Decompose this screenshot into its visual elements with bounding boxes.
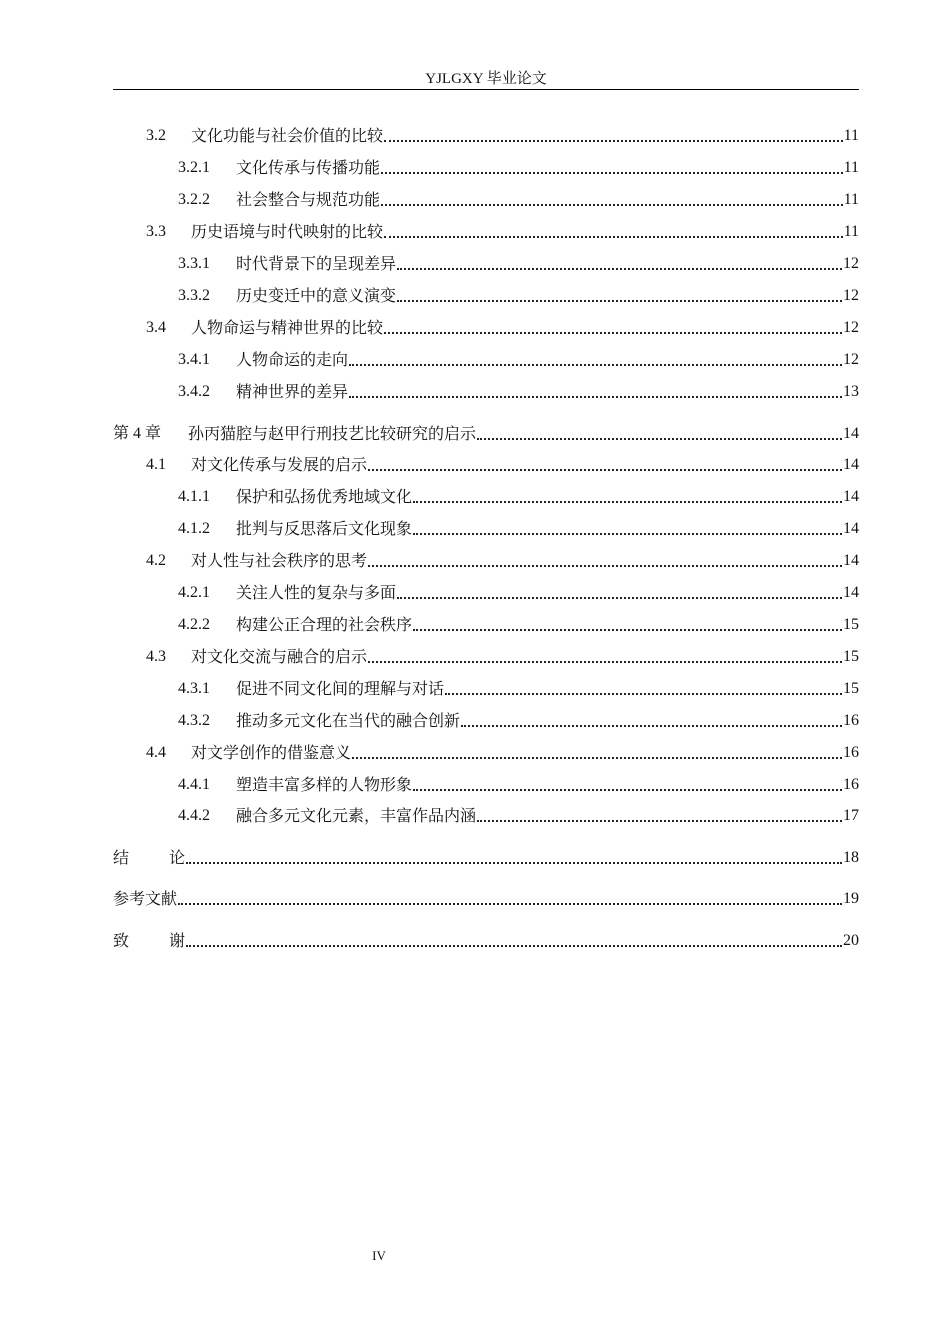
toc-entry-number: 4.4.2 [178,807,210,824]
toc-entry-number: 4.1 [146,456,166,473]
toc-entry-number: 4.2 [146,552,166,569]
toc-entry-title: 文化传承与传播功能 [236,158,381,177]
toc-entry[interactable] [146,739,859,763]
dot-leader [384,332,842,334]
toc-entry-number: 4.1.2 [178,520,210,537]
toc-entry-page: 13 [843,383,859,400]
toc-entry-title: 文化功能与社会价值的比较 [191,126,384,145]
dot-leader [186,862,842,864]
toc-entry-page: 11 [843,191,859,208]
toc-entry-title: 历史语境与时代映射的比较 [191,222,384,241]
dot-leader [368,661,842,663]
toc-entry[interactable] [146,218,859,242]
toc-entry[interactable] [178,346,859,370]
toc-entry[interactable] [178,154,859,178]
toc-entry-page: 11 [843,159,859,176]
toc-entry-title: 保护和弘扬优秀地域文化 [236,487,413,506]
toc-entry[interactable] [146,314,859,338]
toc-entry-page: 16 [843,776,859,793]
toc-entry-title: 推动多元文化在当代的融合创新 [236,711,461,730]
toc-entry-page: 19 [843,890,859,907]
toc-entry-number: 3.4.2 [178,383,210,400]
toc-entry-title: 人物命运与精神世界的比较 [191,318,384,337]
dot-leader [477,438,842,440]
toc-entry-title: 对文学创作的借鉴意义 [191,743,352,762]
dot-leader [384,236,843,238]
toc-entry[interactable] [178,483,859,507]
dot-leader [413,789,842,791]
toc-entry-title: 人物命运的走向 [236,350,349,369]
dot-leader [461,725,842,727]
page-header: YJLGXY 毕业论文 [113,70,859,90]
toc-entry[interactable] [146,643,859,667]
toc-entry-number: 3.3.1 [178,255,210,272]
toc-entry[interactable] [146,122,859,146]
dot-leader [397,300,842,302]
toc-entry-page: 20 [843,932,859,949]
toc-entry[interactable] [178,675,859,699]
dot-leader [349,364,842,366]
toc-entry-page: 12 [843,287,859,304]
toc-entry-title: 对文化传承与发展的启示 [191,455,368,474]
toc-entry-page: 16 [843,712,859,729]
toc-entry-title: 孙丙猫腔与赵甲行刑技艺比较研究的启示 [188,424,477,443]
dot-leader [413,533,842,535]
toc-entry-title: 致谢 [113,931,226,950]
dot-leader [397,597,842,599]
toc-entry-page: 11 [843,223,859,240]
dot-leader [368,469,842,471]
dot-leader [381,172,843,174]
toc-entry-title: 参考文献 [113,889,178,908]
toc-entry[interactable] [178,515,859,539]
toc-entry-number: 3.4 [146,319,166,336]
toc-entry-page: 15 [843,648,859,665]
dot-leader [186,945,842,947]
toc-entry-page: 14 [843,425,859,442]
toc-entry-number: 3.3 [146,223,166,240]
toc-entry-page: 18 [843,849,859,866]
toc-entry-number: 4.4 [146,744,166,761]
toc-entry-page: 14 [843,520,859,537]
toc-entry-page: 12 [843,319,859,336]
dot-leader [381,204,843,206]
toc-entry-number: 4.2.2 [178,616,210,633]
toc-entry-number: 4.3.2 [178,712,210,729]
toc-entry[interactable] [178,579,859,603]
toc-entry[interactable] [113,420,859,444]
toc-entry-title: 关注人性的复杂与多面 [236,583,397,602]
toc-entry-number: 4.3.1 [178,680,210,697]
toc-entry-page: 12 [843,255,859,272]
toc-entry-title: 批判与反思落后文化现象 [236,519,413,538]
toc-entry-page: 17 [843,807,859,824]
toc-entry-number: 3.2 [146,127,166,144]
toc-entry-number: 3.2.1 [178,159,210,176]
dot-leader [445,693,842,695]
toc-entry-number: 3.2.2 [178,191,210,208]
dot-leader [178,903,842,905]
dot-leader [352,757,842,759]
toc-entry-title: 融合多元文化元素，丰富作品内涵 [236,806,477,825]
toc-entry-page: 15 [843,680,859,697]
toc-entry-page: 16 [843,744,859,761]
toc-entry-page: 14 [843,552,859,569]
toc-entry[interactable] [178,802,859,826]
toc-entry-number: 3.3.2 [178,287,210,304]
toc-entry-number: 4.4.1 [178,776,210,793]
toc-entry[interactable] [178,611,859,635]
toc-entry[interactable] [178,282,859,306]
toc-entry-title: 社会整合与规范功能 [236,190,381,209]
toc-entry-page: 12 [843,351,859,368]
toc-entry-title: 历史变迁中的意义演变 [236,286,397,305]
dot-leader [413,629,842,631]
toc-entry[interactable] [113,844,859,868]
dot-leader [413,501,842,503]
toc-entry[interactable] [146,547,859,571]
toc-entry[interactable] [113,885,859,909]
toc-entry-number: 4.3 [146,648,166,665]
toc-entry-page: 14 [843,488,859,505]
toc-entry[interactable] [178,771,859,795]
toc-entry-title: 对文化交流与融合的启示 [191,647,368,666]
dot-leader [384,140,843,142]
toc-entry-title: 构建公正合理的社会秩序 [236,615,413,634]
toc-entry-page: 14 [843,584,859,601]
dot-leader [477,820,842,822]
toc-entry[interactable] [178,707,859,731]
toc-entry-title: 塑造丰富多样的人物形象 [236,775,413,794]
dot-leader [397,268,842,270]
toc-entry-title: 促进不同文化间的理解与对话 [236,679,445,698]
toc-entry[interactable] [178,186,859,210]
dot-leader [349,396,842,398]
toc-entry[interactable] [146,451,859,475]
toc-entry[interactable] [178,250,859,274]
toc-entry-number: 4.1.1 [178,488,210,505]
toc-entry-page: 15 [843,616,859,633]
toc-entry-number: 4.2.1 [178,584,210,601]
toc-entry-title: 时代背景下的呈现差异 [236,254,397,273]
dot-leader [368,565,842,567]
toc-entry-page: 14 [843,456,859,473]
toc-entry-number: 3.4.1 [178,351,210,368]
toc-entry[interactable] [113,927,859,951]
toc-entry-title: 精神世界的差异 [236,382,349,401]
page-number: IV [372,1248,386,1263]
toc-entry-page: 11 [843,127,859,144]
toc-entry-title: 结论 [113,848,226,867]
toc-entry[interactable] [178,378,859,402]
toc-entry-title: 对人性与社会秩序的思考 [191,551,368,570]
toc-entry-number: 第 4 章 [113,425,162,442]
